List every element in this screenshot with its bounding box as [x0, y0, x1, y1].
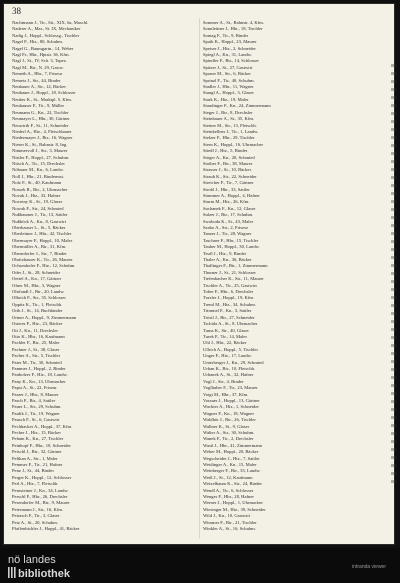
directory-entry: Olbrich F., Str., 35, Schlosser: [12, 295, 66, 301]
directory-entry: Spitzer J., St., 27, Gastwirt: [203, 64, 253, 70]
directory-entry: Nagl M., Btr., N. 29, Gastw.: [12, 64, 64, 70]
directory-entry: Weber M., Hoppl., 20, Bäcker: [203, 449, 259, 455]
directory-entry: Sontag F., Tir., 9, Binder: [203, 32, 249, 38]
directory-entry: Tschida A., St., 8, Uhrmacher: [203, 321, 258, 327]
directory-entry: Waldhör J., Btr., 26, Tischler: [203, 417, 256, 423]
directory-entry: Nowak F., Str., 24, Schmied: [12, 205, 64, 211]
directory-entry: Thaler A., Kn., 36, Bäcker: [203, 257, 252, 263]
directory-entry: Wegscheider J., Hiz., 7, Sattler: [203, 455, 260, 461]
directory-entry: Steiner M., Str., 13, Fleischh.: [203, 122, 257, 128]
directory-entry: Pfaffenbichler J., Hoppl., 41, Bäcker: [12, 526, 80, 532]
directory-entry: Pany K., Kn., 13, Uhrmacher: [12, 378, 66, 384]
directory-entry: Turek F., Tir., 14, Maler: [203, 333, 248, 339]
directory-entry: Steinbauer A., St., 35, Kfm.: [203, 116, 255, 122]
directory-entry: Panholzer F., Hiz., 18, Landw.: [12, 372, 68, 378]
directory-entry: Nemetz J., Str., 44, Binder: [12, 77, 61, 83]
directory-entry: Steinkellner J., Tir., 1, Landw.: [203, 128, 259, 134]
left-column: [12, 20, 198, 538]
directory-entry: Niederl A., Hiz., 4, Fleischhauer: [12, 128, 72, 134]
directory-entry: Wimmer F., Btr., 21, Tischler: [203, 519, 257, 525]
page-edge-shadow: [391, 64, 397, 484]
directory-entry: Nagl Fr., Hbr., Hptstr. 36, Kfm.: [12, 52, 70, 58]
directory-entry: Voglhuber F., Tir., 23, Maurer: [203, 385, 258, 391]
directory-entry: Tiefenbacher K., Str., 11, Maurer: [203, 276, 264, 282]
directory-entry: Obermüller A., Btr., 31, Kfm.: [12, 244, 67, 250]
directory-entry: Tischler A., Tir., 25, Gastwirt: [203, 282, 257, 288]
directory-entry: Obritzhauser K., Tir., 26, Maurer: [12, 257, 73, 263]
directory-entry: Wenger F., Hbr., 28, Hafner: [203, 494, 254, 500]
directory-entry: Unger F., Hiz., 17, Landw.: [203, 353, 252, 359]
directory-entry: Szabo A., Str., 2, Friseur: [203, 225, 249, 230]
directory-entry: Stummer A., Hoppl., 4, Hafner: [203, 192, 260, 198]
directory-entry: Oppitz K., Tir., 1, Fleischh.: [12, 301, 63, 307]
directory-entry: Oberndorfer J., Str., 7, Binder: [12, 250, 67, 256]
directory-entry: Petrasch F., Tir., 3, Glaser: [12, 513, 60, 519]
directory-entry: Nolz F., St., 40, Kaufmann: [12, 180, 62, 186]
directory-entry: Pecher J., Hiz., 15, Bäcker: [12, 430, 61, 435]
column-divider: [199, 18, 200, 538]
directory-entry: Paier M., Tir., 30, Schmied: [12, 359, 62, 365]
directory-entry: Pacher A., Str., 5, Tischler: [12, 353, 61, 359]
directory-entry: Stöger A., Kn., 20, Schmied: [203, 154, 255, 160]
directory-entry: Thurner J., St., 21, Schlosser: [203, 269, 256, 275]
directory-entry: Nadig J., Hoppl., Schlossg., Tischler: [12, 32, 80, 38]
directory-entry: Nossek R., Btr., 2, Uhrmacher: [12, 186, 68, 192]
directory-entry: Niedermayer J., Btr., 16, Wagner: [12, 135, 73, 141]
viewer-footer: [0, 548, 400, 583]
directory-entry: Ochsenhofer F., Hiz., 12, Schuhm.: [12, 263, 76, 269]
library-logo[interactable]: [8, 550, 80, 580]
directory-entry: Unterberger J., Kn., 29, Schmied: [203, 359, 264, 365]
directory-entry: Nagel F., Hiz., 80, Schuhm.: [12, 39, 63, 45]
directory-entry: Ortner A., Hoppl., 9, Zimmermann: [12, 314, 77, 320]
directory-entry: Neuwirth F., St., 11, Schneider: [12, 122, 69, 128]
directory-entry: Ullrich A., Hoppl., 5, Tischler: [203, 346, 258, 352]
directory-entry: Stern K., Hoppl., 16, Uhrmacher: [203, 141, 264, 147]
scanned-page: [4, 4, 394, 544]
directory-entry: Wallner K., St., 9, Glaser: [203, 423, 250, 429]
directory-entry: Wild J., Kn., 10, Gastwirt: [203, 513, 251, 519]
directory-entry: Petermann J., Str., 16, Kfm.: [12, 506, 64, 512]
directory-entry: Neuber K., St., Marktpl. 5, Kfm.: [12, 96, 72, 102]
directory-entry: Oberhauser L., St., 5, Bäcker: [12, 225, 66, 230]
directory-entry: Oberleitner J., Hbr., 42, Tischler: [12, 231, 72, 237]
directory-entry: Pachner J., St., 38, Glaser: [12, 346, 60, 352]
directory-entry: Perschl F., Hbr., 26, Drechsler: [12, 494, 68, 500]
directory-entry: Pelikan A., Str., 1, Maler: [12, 455, 58, 461]
directory-entry: Peischl J., Btr., 32, Gärtner: [12, 449, 62, 455]
directory-entry: Stadler J., Hbr., 11, Wagner: [203, 84, 254, 90]
directory-entry: Weiß J., St., 12, Kaufmann: [203, 474, 253, 480]
directory-entry: Winkler A., St., 16, Schuhm.: [203, 526, 256, 532]
directory-entry: Wagner F., Kn., 18, Wagner: [203, 410, 254, 416]
directory-entry: Stiedl J., Hiz., 5, Binder: [203, 148, 248, 154]
directory-entry: Stangl A., Hoppl., 3, Glaser: [203, 90, 254, 96]
directory-entry: Wachter A., Hiz., 1, Schneider: [203, 404, 259, 410]
directory-entry: Vogl J., Str., 4, Binder: [203, 378, 244, 384]
directory-entry: Pernsteiner J., Kn., 34, Landw.: [12, 487, 69, 493]
right-column: [203, 20, 389, 538]
directory-entry: Naderer A., Mar., St. IX, Mechaniker: [12, 26, 81, 32]
directory-entry: Steger J., Btr., 8, Drechsler: [203, 109, 253, 115]
directory-entry: Parzer J., Hbr., 8, Maurer: [12, 391, 59, 397]
directory-entry: Sturm M., Hiz., 26, Kfm.: [203, 199, 250, 205]
directory-entry: Sulzer J., Btr., 17, Schuhm.: [203, 212, 254, 218]
directory-entry: Nemeth A., Hbr., 7, Friseur: [12, 71, 63, 77]
directory-entry: Peham K., Kn., 27, Tischler: [12, 436, 64, 442]
directory-entry: Tober F., Hbr., 6, Drechsler: [203, 289, 254, 295]
viewer-label: intranda viewer: [352, 564, 386, 570]
directory-entry: Penz J., St., 44, Binder: [12, 468, 54, 474]
logo-text-line2: bibliothek: [18, 568, 70, 580]
directory-entry: Stark K., Hiz., 19, Maler: [203, 96, 249, 102]
directory-entry: Ofner M., Hbr., 3, Wagner: [12, 282, 61, 288]
directory-entry: Werner J., Hoppl., 1, Uhrmacher: [203, 500, 263, 506]
directory-entry: Strobl J., Hbr., 33, Sattler: [203, 186, 250, 192]
directory-entry: Paulik J., Tir., 19, Wagner: [12, 410, 60, 416]
directory-entry: Neubauer J., Hoppl., 18, Schlosser: [12, 90, 76, 96]
directory-entry: Teufl J., Hiz., 9, Binder: [203, 250, 247, 256]
directory-entry: Nußbaumer J., Tir., 13, Sattler: [12, 212, 68, 218]
directory-entry: Peinhopf F., Hbr., 10, Schneider: [12, 442, 71, 448]
directory-entry: Nachtmann J., Tir., Stt., XIX, 6a, Maschl.: [12, 20, 89, 25]
directory-entry: Obermayer F., Hoppl., 10, Maler: [12, 237, 73, 243]
directory-entry: Thallinger F., Btr., 1, Zimmermann: [203, 263, 268, 269]
directory-entry: Perger K., Hoppl., 12, Schlosser: [12, 474, 72, 480]
directory-entry: Ohrfandl J., Btr., 20, Landw.: [12, 289, 65, 295]
directory-entry: Speiser J., Hiz., 2, Schneider: [203, 45, 256, 51]
directory-entry: Trimmel F., Kn., 3, Sattler: [203, 308, 252, 314]
directory-entry: Wanek F., Tir., 2, Drechsler: [203, 436, 254, 442]
directory-entry: Novotny K., St., 19, Glaser: [12, 199, 63, 205]
directory-entry: Nieser K., St., Bahnstr. 8, Ing.: [12, 141, 68, 147]
directory-entry: Taschner F., Hbr., 15, Tischler: [203, 237, 259, 243]
directory-entry: Nimmervoll J., Str., 3, Maurer: [12, 148, 68, 154]
directory-entry: Sommer A., St., Bahnstr. 4, Kfm.: [203, 20, 264, 25]
page-number: 38: [12, 6, 21, 16]
directory-entry: Tröstl J., Btr., 27, Schneider: [203, 314, 255, 320]
directory-entry: Neumann G., Kn., 22, Tischler: [12, 109, 69, 115]
directory-entry: Sonnleitner J., Hbr., 18, Tischler: [203, 26, 263, 32]
directory-entry: Pasch F., Btr., 4, Sattler: [12, 397, 56, 403]
directory-entry: Straub K., Str., 22, Schneider: [203, 173, 257, 179]
directory-entry: Urbanek A., St., 32, Hafner: [203, 372, 254, 378]
directory-entry: Suchanek F., Kn., 12, Glaser: [203, 205, 256, 211]
directory-entry: Pechhacker A., Hoppl., 37, Kfm.: [12, 423, 73, 429]
directory-entry: Vorauer J., Hoppl., 13, Gärtner: [203, 397, 260, 403]
directory-entry: Wiesinger M., Hiz., 39, Schneider: [203, 506, 266, 512]
directory-entry: Nitsch A., Tir., 15, Drechsler: [12, 160, 65, 166]
directory-entry: Pesendorfer M., Btr., 9, Maurer: [12, 500, 70, 506]
directory-entry: Uhl J., Hbr., 22, Bäcker: [203, 340, 247, 346]
directory-entry: Urban K., Btr., 10, Fleischh.: [203, 365, 256, 371]
directory-entry: Nistler F., Hoppl., 27, Schuhm.: [12, 154, 70, 160]
directory-entry: Osterer F., Hiz., 23, Bäcker: [12, 321, 63, 327]
directory-entry: Nußböck A., Kn., 8, Gastwirt: [12, 218, 66, 224]
directory-entry: Weidinger A., Kn., 15, Maler: [203, 462, 257, 468]
directory-entry: Wastl J., Hbr., 41, Zimmermann: [203, 442, 262, 448]
directory-entry: Swoboda K., St., 43, Maler: [203, 218, 254, 224]
directory-entry: Strasser J., St., 10, Bäcker: [203, 167, 252, 173]
directory-entry: Spath K., Hoppl., 23, Maurer: [203, 39, 257, 45]
directory-entry: Sprinzl F., Tir., 40, Schuhm.: [203, 77, 255, 83]
directory-entry: Tanzer J., Tir., 28, Wagner: [203, 231, 252, 237]
directory-entry: Nöbauer M., Kn., 6, Landw.: [12, 167, 64, 173]
directory-entry: Pachler F., Btr., 25, Maler: [12, 340, 60, 346]
directory-entry: Streicher F., Tir., 7, Gärtner: [203, 180, 254, 186]
directory-entry: Pammer J., Hoppl., 2, Binder: [12, 365, 66, 371]
directory-entry: Otto K., Hbr., 16, Kaufmann: [12, 333, 65, 339]
directory-entry: Wendl A., Tir., 6, Schlosser: [203, 487, 254, 493]
directory-entry: Stoiber F., Btr., 38, Maurer: [203, 160, 253, 166]
directory-entry: Nagl J., St., IV, Sch. 3, Tapez.: [12, 58, 67, 64]
directory-entry: Stelzer F., Hbr., 29, Tischler: [203, 135, 255, 141]
directory-entry: Sponer M., Str., 6, Bäcker: [203, 71, 251, 77]
directory-entry: Pemmer F., Tir., 21, Hafner: [12, 462, 63, 468]
directory-entry: Neubauer A., Str., 12, Bäcker: [12, 84, 66, 90]
directory-entry: Perl A., Hiz., 7, Fleischh.: [12, 481, 59, 487]
directory-entry: Petz A., St., 20, Schuhm.: [12, 519, 58, 525]
directory-entry: Voigt M., Hbr., 37, Kfm.: [203, 391, 249, 397]
directory-entry: Tuma K., Str., 40, Glaser: [203, 327, 249, 333]
directory-entry: Papst A., St., 22, Friseur: [12, 385, 57, 391]
directory-entry: Novak J., Hiz., 33, Hafner: [12, 192, 61, 198]
directory-entry: Staudinger F., Kn., 24, Zimmermann: [203, 103, 271, 109]
directory-entry: Oder J., St., 28, Schneider: [12, 269, 61, 275]
directory-entry: Noll J., Hbr., 21, Bindermst.: [12, 173, 65, 179]
directory-entry: Treml M., Hiz., 34, Schuhm.: [203, 301, 256, 307]
directory-entry: Ott J., Kn., 11, Drechsler: [12, 327, 58, 333]
directory-entry: Pauer L., Str., 29, Schuhm.: [12, 404, 62, 410]
directory-entry: Oertel A., Kn., 17, Gärtner: [12, 276, 62, 282]
logo-text-line1: nö landes: [8, 554, 56, 566]
directory-entry: Weixelbaum K., Str., 24, Binder: [203, 481, 262, 487]
directory-entry: Neumayer L., Hbr., 30, Gärtner: [12, 116, 70, 122]
directory-entry: Spindler F., Btr., 14, Schlosser: [203, 58, 259, 64]
directory-entry: Traxler J., Hoppl., 19, Kfm.: [203, 295, 255, 301]
directory-entry: Weinberger F., Btr., 33, Landw.: [203, 468, 261, 474]
directory-entry: Spiegl A., Kn., 31, Landw.: [203, 52, 252, 58]
directory-entry: Neuhauser F., Tir., 9, Müller: [12, 103, 65, 109]
directory-entry: Orth J., St., 14, Buchbinder: [12, 308, 63, 314]
directory-entry: Tauber M., Hoppl., 30, Landw.: [203, 244, 260, 250]
directory-entry: Pausch F., St., 6, Gastwirt: [12, 417, 60, 423]
directory-entry: Nagel G., Baumgartn., 14, Weber: [12, 45, 74, 51]
directory-entry: Walter A., Str., 30, Schuhm.: [203, 430, 255, 435]
